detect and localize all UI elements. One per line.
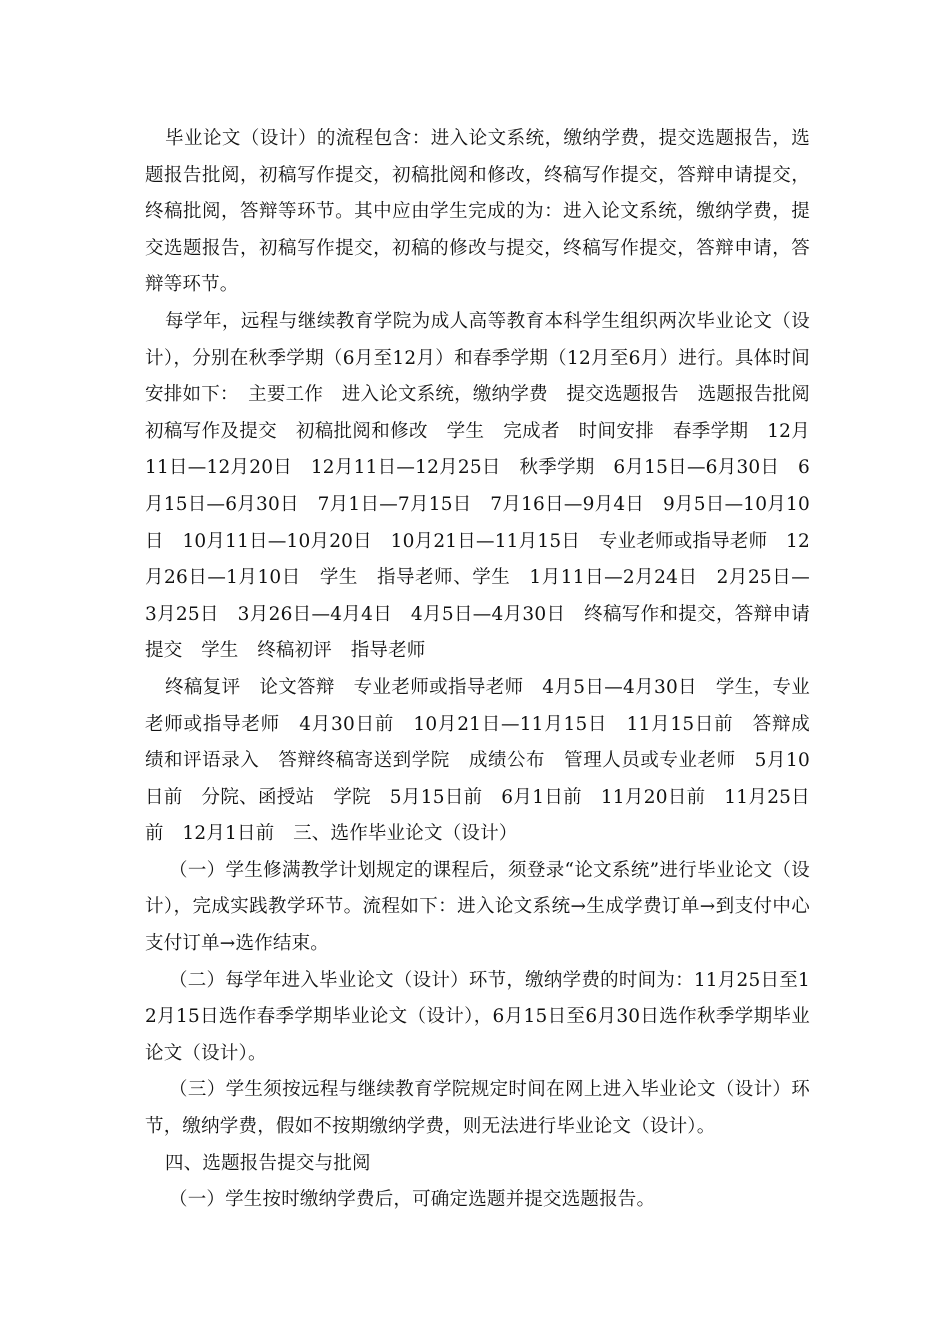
paragraph-section-3-item-1: （一）学生修满教学计划规定的课程后，须登录“论文系统”进行毕业论文（设计），完成实践教学环节。流程如下：进入论文系统→生成学费订单→到支付中心支付订单→选作结束。 [145,859,810,955]
section-heading-4: 四、选题报告提交与批阅 [165,1152,371,1174]
document-body [145,121,829,1219]
paragraph-section-4-item-1: （一）学生按时缴纳学费后，可确定选题并提交选题报告。 [169,1189,656,1211]
paragraph-schedule: 每学年，远程与继续教育学院为成人高等教育本科学生组织两次毕业论文（设计），分别在秋季学期（6月至12月）和春季学期（12月至6月）进行。具体时间安排如下： 主要工作 进入论文系统，缴纳学费 提交选题报告 选题报告批阅 初稿写作及提交 初稿批阅和修改 学生 完成者 时间安排 春季学期 12月11日—12月20日 12月11日—12月25日 秋季学期 6月15日—6月30日 6月15日—6月30日 7月1日—7月15日 7月16日—9月4日 9月5日—10月10日 10月11日—10月20日 10月21日—11月15日 专业老师或指导老师 12月26日—1月10日 学生 指导老师、学生 1月11日—2月24日 2月25日—3月25日 3月26日—4月4日 4月5日—4月30日 终稿写作和提交，答辩申请提交 学生 终稿初评 指导老师 [145,310,829,662]
paragraph-section-3-item-3: （三）学生须按远程与继续教育学院规定时间在网上进入毕业论文（设计）环节，缴纳学费，假如不按期缴纳学费，则无法进行毕业论文（设计）。 [145,1079,810,1138]
paragraph-schedule-continued: 终稿复评 论文答辩 专业老师或指导老师 4月5日—4月30日 学生，专业老师或指导老师 4月30日前 10月21日—11月15日 11月15日前 答辩成绩和评语录入 答辩终稿寄送到学院 成绩公布 管理人员或专业老师 5月10日前 分院、函授站 学院 5月15日前 6月1日前 11月20日前 11月25日前 12月1日前 三、选作毕业论文（设计） [145,676,810,845]
paragraph-section-3-item-2: （二）每学年进入毕业论文（设计）环节，缴纳学费的时间为：11月25日至12月15日选作春季学期毕业论文（设计），6月15日至6月30日选作秋季学期毕业论文（设计）。 [145,969,810,1064]
paragraph-thesis-process: 毕业论文（设计）的流程包含：进入论文系统，缴纳学费，提交选题报告，选题报告批阅，初稿写作提交，初稿批阅和修改，终稿写作提交，答辩申请提交，终稿批阅，答辩等环节。其中应由学生完成的为：进入论文系统，缴纳学费，提交选题报告，初稿写作提交，初稿的修改与提交，终稿写作提交，答辩申请，答辩等环节。 [145,128,810,296]
